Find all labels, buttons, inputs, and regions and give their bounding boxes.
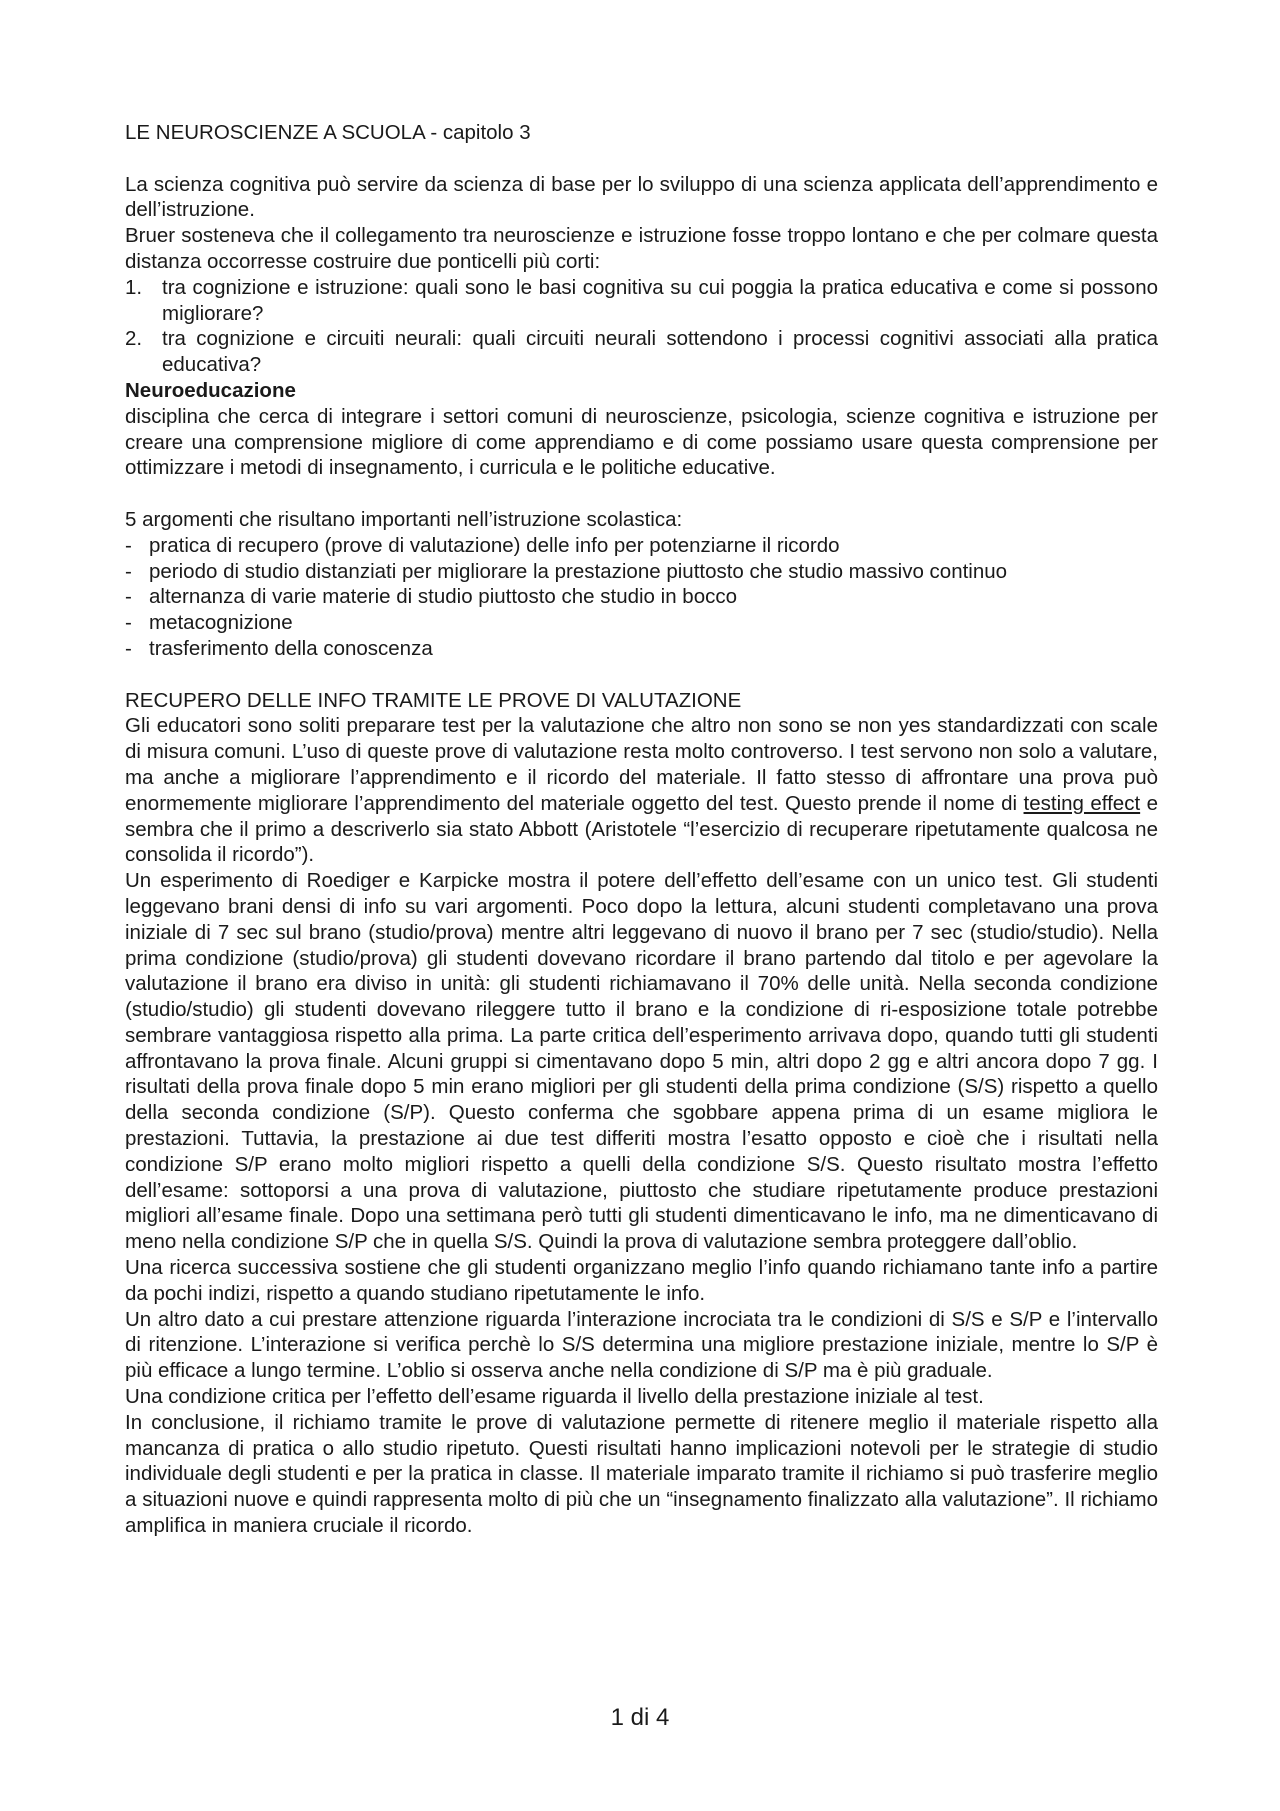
recupero-paragraph-1	[125, 713, 1158, 868]
dash-bullet: -	[125, 611, 132, 635]
list-number: 2.	[125, 327, 143, 351]
spacer	[125, 662, 1158, 688]
list-item-text: periodo di studio distanziati per migliorare la prestazione piuttosto che studio massivo continuo	[149, 559, 1008, 583]
paragraph-text: e sembra che il primo a descriverlo sia stato Abbott (Aristotele “l’esercizio di recuperare ripetutamente qualcosa ne consolida il ricordo”).	[125, 791, 1158, 867]
spacer	[125, 481, 1158, 507]
recupero-paragraph-5: Una condizione critica per l’effetto dell’esame riguarda il livello della prestazione iniziale al test.	[125, 1385, 984, 1409]
list-item	[125, 275, 1158, 327]
list-item-text: alternanza di varie materie di studio piuttosto che studio in bocco	[149, 585, 738, 609]
list-item	[125, 610, 1158, 636]
document-page	[125, 120, 1158, 1539]
topics-bullet-list	[125, 533, 1158, 662]
intro-numbered-list	[125, 275, 1158, 378]
section-heading-neuroeducazione: Neuroeducazione	[125, 378, 296, 402]
recupero-paragraph-4: Un altro dato a cui prestare attenzione riguarda l’interazione incrociata tra le condizioni di S/S e S/P e l’intervallo di ritenzione. L’interazione si verifica perchè lo S/S determina una migliore prestazione iniziale, mentre lo S/P è più efficace a lungo termine. L’oblio si osserva anche nella condizione di S/P ma è più graduale.	[125, 1307, 1158, 1383]
paragraph-text: Gli educatori sono soliti preparare test per la valutazione che altro non sono se non yes standardizzati con scale di misura comuni. L’uso di queste prove di valutazione resta molto controverso. I test servono non solo a valutare, ma anche a migliorare l’apprendimento e il ricordo del materiale. Il fatto stesso di affrontare una prova può enormemente migliorare l’apprendimento del materiale oggetto del test. Questo prende il nome di	[125, 714, 1158, 815]
page-number: 1 di 4	[610, 1704, 670, 1731]
document-title: LE NEUROSCIENZE A SCUOLA - capitolo 3	[125, 121, 531, 144]
list-item-text: tra cognizione e circuiti neurali: quali circuiti neurali sottendono i processi cognitivi associati alla pratica educativa?	[162, 327, 1158, 377]
intro-paragraph-2: Bruer sosteneva che il collegamento tra neuroscienze e istruzione fosse troppo lontano e che per colmare questa distanza occorresse costruire due ponticelli più corti:	[125, 224, 1158, 273]
list-item-text: pratica di recupero (prove di valutazione) delle info per potenziarne il ricordo	[149, 533, 840, 557]
list-item-text: metacognizione	[149, 611, 293, 635]
intro-paragraph-1: La scienza cognitiva può servire da scienza di base per lo sviluppo di una scienza applicata dell’apprendimento e dell’istruzione.	[125, 172, 1158, 222]
dash-bullet: -	[125, 559, 132, 583]
list-item	[125, 584, 1158, 610]
dash-bullet: -	[125, 585, 132, 609]
dash-bullet: -	[125, 533, 132, 557]
list-item	[125, 559, 1158, 585]
topics-intro: 5 argomenti che risultano importanti nell’istruzione scolastica:	[125, 507, 683, 531]
section-heading-recupero: RECUPERO DELLE INFO TRAMITE LE PROVE DI VALUTAZIONE	[125, 688, 742, 712]
dash-bullet: -	[125, 636, 132, 660]
recupero-paragraph-6: In conclusione, il richiamo tramite le prove di valutazione permette di ritenere meglio il materiale rispetto alla mancanza di pratica o allo studio ripetuto. Questi risultati hanno implicazioni notevoli per le strategie di studio individuale degli studenti e per la pratica in classe. Il materiale imparato tramite il richiamo si può trasferire meglio a situazioni nuove e quindi rappresenta molto di più che un “insegnamento finalizzato alla valutazione”. Il richiamo amplifica in maniera cruciale il ricordo.	[125, 1410, 1158, 1538]
list-item-text: tra cognizione e istruzione: quali sono le basi cognitiva su cui poggia la pratica educativa e come si possono migliorare?	[162, 275, 1158, 325]
recupero-paragraph-3: Una ricerca successiva sostiene che gli studenti organizzano meglio l’info quando richiamano tante info a partire da pochi indizi, rispetto a quando studiano ripetutamente le info.	[125, 1256, 1158, 1305]
list-item	[125, 636, 1158, 662]
neuroeducazione-paragraph: disciplina che cerca di integrare i settori comuni di neuroscienze, psicologia, scienze cognitiva e istruzione per creare una comprensione migliore di come apprendiamo e di come possiamo usare questa comprensione per ottimizzare i metodi di insegnamento, i curricula e le politiche educative.	[125, 404, 1158, 480]
list-item-text: trasferimento della conoscenza	[149, 636, 433, 660]
list-item	[125, 533, 1158, 559]
list-number: 1.	[125, 275, 143, 299]
recupero-paragraph-2: Un esperimento di Roediger e Karpicke mostra il potere dell’effetto dell’esame con un unico test. Gli studenti leggevano brani densi di info su vari argomenti. Poco dopo la lettura, alcuni studenti completavano una prova iniziale di 7 sec sul brano (studio/prova) mentre altri leggevano di nuovo il brano per 7 sec (studio/studio). Nella prima condizione (studio/prova) gli studenti dovevano ricordare il brano partendo dal titolo e per agevolare la valutazione il brano era diviso in unità: gli studenti richiamavano il 70% delle unità. Nella seconda condizione (studio/studio) gli studenti dovevano rileggere tutto il brano e la condizione di ri-esposizione totale potrebbe sembrare vantaggiosa rispetto alla prima. La parte critica dell’esperimento arrivava dopo, quando tutti gli studenti affrontavano la prova finale. Alcuni gruppi si cimentavano dopo 5 min, altri dopo 2 gg e altri ancora dopo 7 gg. I risultati della prova finale dopo 5 min erano migliori per gli studenti della prima condizione (S/S) rispetto a quello della seconda condizione (S/P). Questo conferma che sgobbare appena prima di un esame migliora le prestazioni. Tuttavia, la prestazione ai due test differiti mostra l’esatto opposto e cioè che i risultati nella condizione S/P erano molto migliori rispetto a quelli della condizione S/S. Questo risultato mostra l’effetto dell’esame: sottoporsi a una prova di valutazione, piuttosto che studiare ripetutamente produce prestazioni migliori all’esame finale. Dopo una settimana però tutti gli studenti dimenticavano le info, ma ne dimenticavano di meno nella condizione S/P che in quella S/S. Quindi la prova di valutazione sembra proteggere dall’oblio.	[125, 869, 1158, 1254]
list-item	[125, 326, 1158, 378]
testing-effect-term: testing effect	[1023, 791, 1141, 815]
